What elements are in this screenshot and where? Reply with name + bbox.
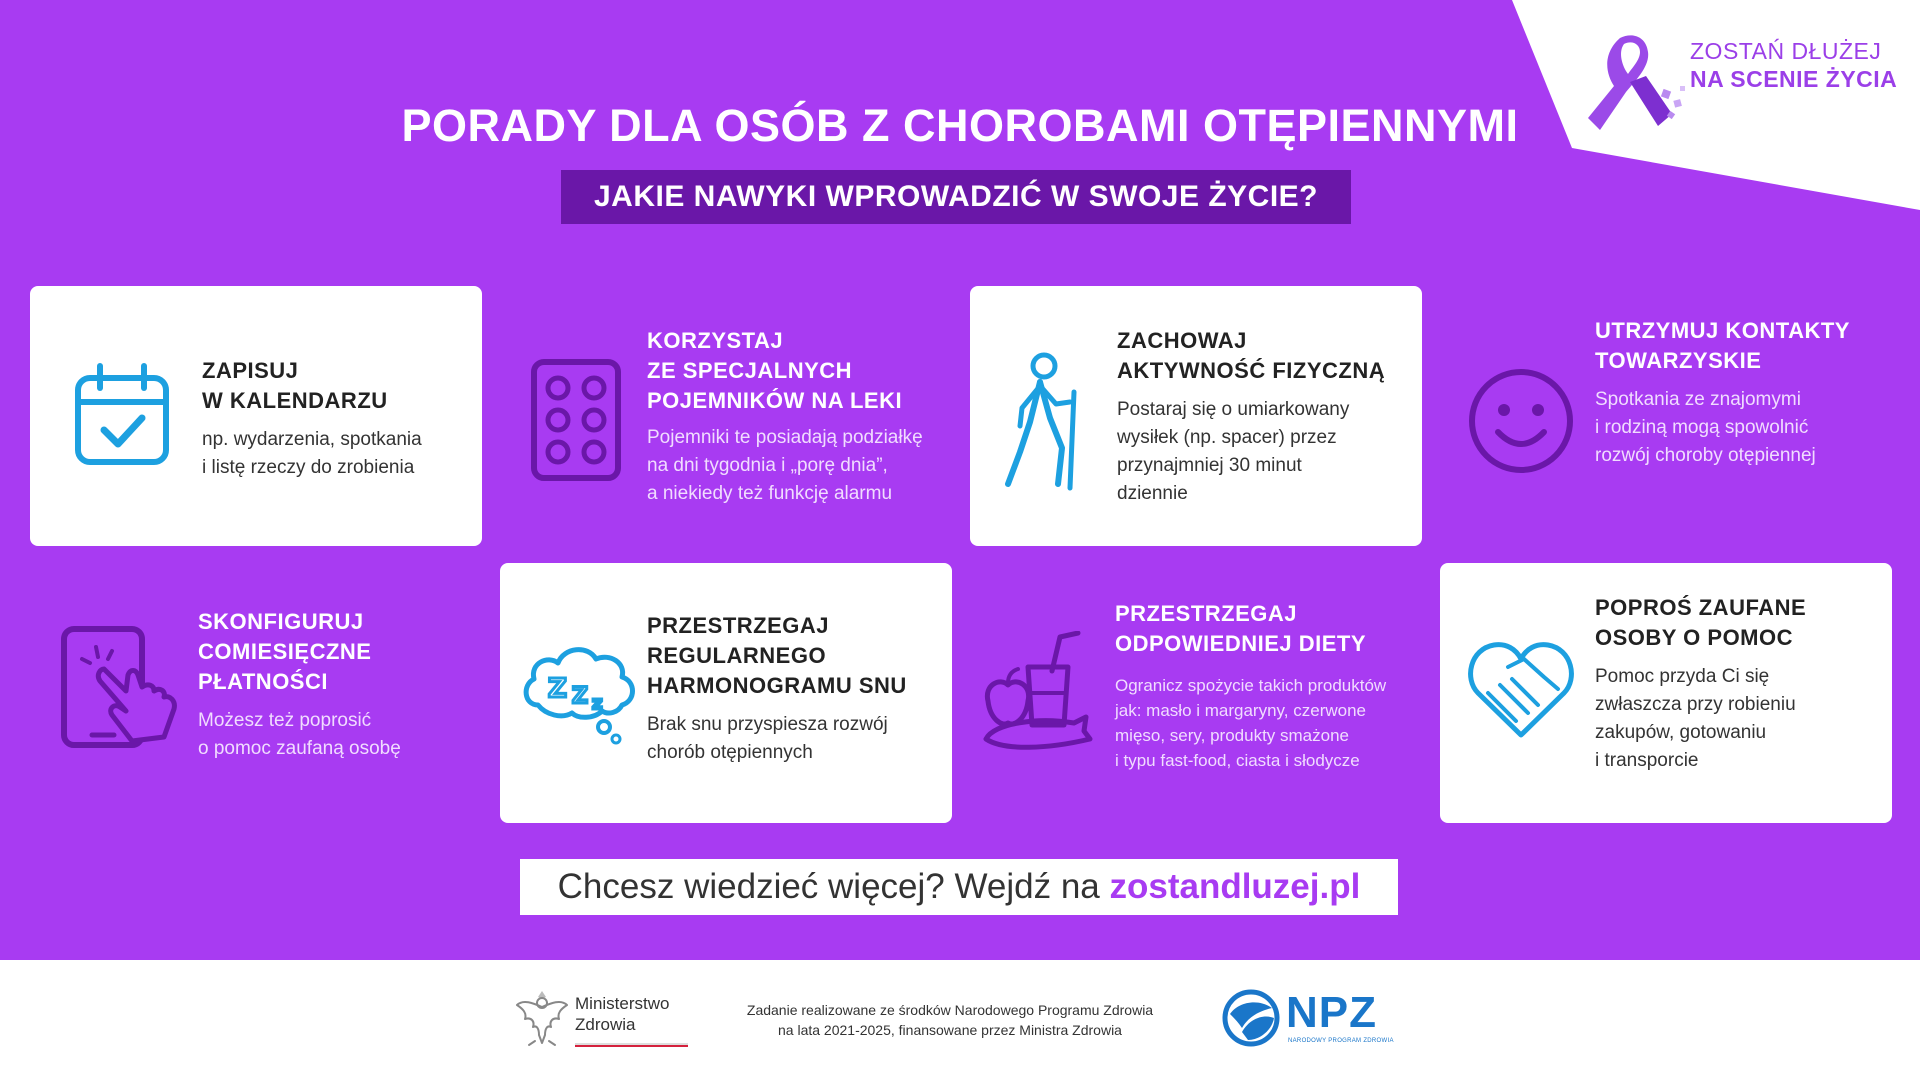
card-body: Postaraj się o umiarkowany wysiłek (np. spacer) przez przynajmniej 30 minut dziennie	[1117, 399, 1350, 504]
tip-card-calendar	[30, 286, 482, 546]
card-body: np. wydarzenia, spotkania i listę rzeczy do zrobienia	[202, 429, 422, 478]
npz-globe-icon	[1220, 988, 1282, 1048]
tip-card-pill-box	[500, 286, 952, 546]
card-body: Ogranicz spożycie takich produktów jak: masło i margaryny, czerwone mięso, sery, produkty smażone i typu fast-food, ciasta i słodycze	[1115, 676, 1387, 770]
card-title: UTRZYMUJ KONTAKTY TOWARZYSKIE	[1595, 318, 1850, 373]
tip-card-social	[1440, 286, 1892, 546]
tip-card-sleep	[500, 563, 952, 823]
sleep-cloud-icon	[518, 635, 643, 745]
awareness-ribbon-icon	[1580, 30, 1690, 140]
card-title: KORZYSTAJ ZE SPECJALNYCH POJEMNIKÓW NA LEKI	[647, 328, 903, 413]
pill-box-icon	[530, 358, 622, 482]
svg-text:Z: Z	[572, 684, 588, 709]
cta-banner	[520, 859, 1398, 915]
brand-logo	[1580, 30, 1910, 140]
svg-text:z: z	[592, 693, 603, 714]
flag-stripe-red	[575, 1045, 688, 1047]
card-title: ZAPISUJ W KALENDARZU	[202, 358, 388, 413]
walking-person-icon	[1000, 352, 1090, 492]
brand-line1: ZOSTAŃ DŁUŻEJ	[1690, 38, 1882, 64]
cta-text: Chcesz wiedzieć więcej? Wejdź na	[557, 867, 1110, 906]
card-title: ZACHOWAJ AKTYWNOŚĆ FIZYCZNĄ	[1117, 328, 1386, 383]
tip-card-help	[1440, 563, 1892, 823]
heart-handshake-icon	[1466, 637, 1576, 741]
funding-note: Zadanie realizowane ze środków Narodowego Programu Zdrowia na lata 2021-2025, finansowane przez Ministra Zdrowia	[746, 1002, 1154, 1038]
phone-tap-icon	[60, 625, 185, 750]
healthy-food-icon	[978, 631, 1093, 751]
tip-card-payments	[30, 563, 482, 823]
card-title: POPROŚ ZAUFANE OSOBY O POMOC	[1595, 595, 1807, 650]
website-link[interactable]: zostandluzej.pl	[1109, 867, 1361, 906]
card-title: SKONFIGURUJ COMIESIĘCZNE PŁATNOŚCI	[198, 609, 372, 694]
card-title: PRZESTRZEGAJ REGULARNEGO HARMONOGRAMU SNU	[647, 613, 907, 698]
card-body: Możesz też poprosić o pomoc zaufaną osobę	[198, 710, 401, 759]
smiley-face-icon	[1466, 366, 1576, 476]
ministry-logo	[515, 985, 690, 1050]
brand-line2: NA SCENIE ŻYCIA	[1690, 66, 1898, 92]
tip-card-diet	[970, 563, 1422, 823]
card-body: Pojemniki te posiadają podziałkę na dni tygodnia i „porę dnia”, a niekiedy też funkcję alarmu	[647, 427, 923, 504]
page-title: PORADY DLA OSÓB Z CHOROBAMI OTĘPIENNYMI	[401, 100, 1519, 151]
ministry-name: Ministerstwo Zdrowia	[575, 994, 670, 1034]
eagle-emblem-icon	[515, 985, 569, 1047]
page-subtitle: JAKIE NAWYKI WPROWADZIĆ W SWOJE ŻYCIE?	[561, 170, 1351, 224]
card-body: Brak snu przyspiesza rozwój chorób otępiennych	[647, 714, 888, 763]
tip-card-activity	[970, 286, 1422, 546]
npz-subtitle: NARODOWY PROGRAM ZDROWIA	[1288, 1038, 1394, 1044]
npz-letters: NPZ	[1286, 988, 1377, 1037]
card-title: PRZESTRZEGAJ ODPOWIEDNIEJ DIETY	[1115, 601, 1367, 656]
card-body: Spotkania ze znajomymi i rodziną mogą spowolnić rozwój choroby otępiennej	[1595, 389, 1816, 466]
calendar-check-icon	[72, 362, 172, 470]
card-body: Pomoc przyda Ci się zwłaszcza przy robieniu zakupów, gotowaniu i transporcie	[1595, 666, 1796, 771]
svg-text:Z: Z	[548, 674, 567, 704]
npz-logo	[1220, 988, 1400, 1048]
